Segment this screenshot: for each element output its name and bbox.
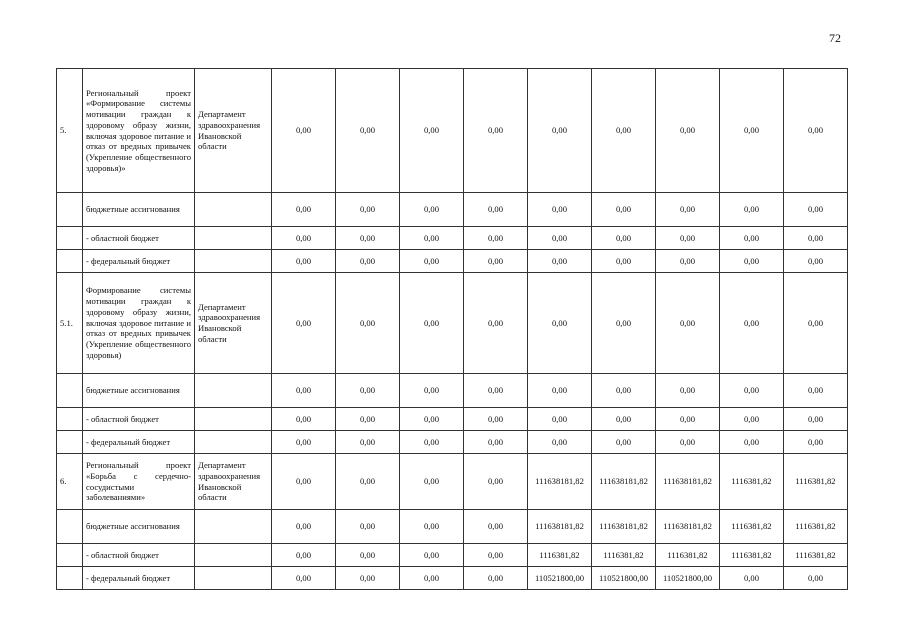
amount-cell: 0,00: [336, 227, 400, 250]
item-name-cell: - федеральный бюджет: [83, 567, 195, 590]
amount-cell: 0,00: [528, 431, 592, 454]
amount-cell: 0,00: [272, 431, 336, 454]
amount-cell: 1116381,82: [784, 510, 848, 544]
table-row: [57, 193, 848, 227]
amount-cell: 0,00: [400, 510, 464, 544]
executor-cell: [195, 431, 272, 454]
executor-cell: Департамент здравоохранения Ивановской области: [195, 273, 272, 374]
amount-cell: 0,00: [400, 454, 464, 510]
amount-cell: 111638181,82: [528, 454, 592, 510]
row-number-cell: [57, 374, 83, 408]
executor-cell: [195, 510, 272, 544]
amount-cell: 0,00: [272, 69, 336, 193]
amount-cell: 0,00: [592, 227, 656, 250]
amount-cell: 0,00: [784, 193, 848, 227]
executor-cell: [195, 227, 272, 250]
amount-cell: 0,00: [784, 227, 848, 250]
amount-cell: 0,00: [400, 408, 464, 431]
table-row: [57, 69, 848, 193]
amount-cell: 0,00: [592, 250, 656, 273]
amount-cell: 110521800,00: [656, 567, 720, 590]
amount-cell: 1116381,82: [720, 544, 784, 567]
amount-cell: 0,00: [400, 250, 464, 273]
budget-table: [56, 68, 848, 590]
amount-cell: 0,00: [336, 69, 400, 193]
amount-cell: 0,00: [400, 227, 464, 250]
executor-cell: [195, 374, 272, 408]
executor-cell: [195, 408, 272, 431]
amount-cell: 0,00: [592, 193, 656, 227]
row-number-cell: [57, 544, 83, 567]
amount-cell: 0,00: [720, 567, 784, 590]
table-row: [57, 544, 848, 567]
amount-cell: 0,00: [784, 567, 848, 590]
amount-cell: 0,00: [656, 227, 720, 250]
amount-cell: 0,00: [528, 193, 592, 227]
amount-cell: 0,00: [464, 454, 528, 510]
amount-cell: 0,00: [336, 544, 400, 567]
amount-cell: 0,00: [528, 250, 592, 273]
amount-cell: 0,00: [464, 408, 528, 431]
table-row: [57, 227, 848, 250]
row-number-cell: [57, 408, 83, 431]
amount-cell: 0,00: [400, 544, 464, 567]
amount-cell: 0,00: [720, 193, 784, 227]
amount-cell: 0,00: [400, 431, 464, 454]
table-row: [57, 374, 848, 408]
amount-cell: 0,00: [272, 193, 336, 227]
item-name-cell: бюджетные ассигнования: [83, 510, 195, 544]
row-number-cell: [57, 510, 83, 544]
amount-cell: 111638181,82: [656, 510, 720, 544]
amount-cell: 0,00: [272, 454, 336, 510]
amount-cell: 0,00: [336, 510, 400, 544]
amount-cell: 0,00: [720, 273, 784, 374]
amount-cell: 0,00: [336, 193, 400, 227]
row-number-cell: 6.: [57, 454, 83, 510]
executor-cell: [195, 567, 272, 590]
amount-cell: 0,00: [336, 431, 400, 454]
amount-cell: 0,00: [400, 193, 464, 227]
amount-cell: 0,00: [336, 454, 400, 510]
amount-cell: 0,00: [272, 510, 336, 544]
row-number-cell: 5.: [57, 69, 83, 193]
item-name-cell: - областной бюджет: [83, 408, 195, 431]
executor-cell: [195, 544, 272, 567]
amount-cell: 0,00: [336, 273, 400, 374]
amount-cell: 0,00: [336, 374, 400, 408]
amount-cell: 0,00: [528, 227, 592, 250]
amount-cell: 0,00: [528, 69, 592, 193]
amount-cell: 111638181,82: [592, 454, 656, 510]
amount-cell: 1116381,82: [784, 454, 848, 510]
amount-cell: 0,00: [592, 273, 656, 374]
amount-cell: 0,00: [272, 227, 336, 250]
amount-cell: 0,00: [592, 69, 656, 193]
amount-cell: 0,00: [720, 227, 784, 250]
amount-cell: 0,00: [528, 374, 592, 408]
executor-cell: Департамент здравоохранения Ивановской области: [195, 69, 272, 193]
amount-cell: 0,00: [336, 250, 400, 273]
amount-cell: 110521800,00: [528, 567, 592, 590]
amount-cell: 1116381,82: [592, 544, 656, 567]
item-name-cell: Региональный проект «Борьба с сердечно-сосудистыми заболеваниями»: [83, 454, 195, 510]
amount-cell: 0,00: [720, 250, 784, 273]
amount-cell: 0,00: [464, 374, 528, 408]
amount-cell: 0,00: [656, 250, 720, 273]
amount-cell: 0,00: [528, 273, 592, 374]
amount-cell: 1116381,82: [784, 544, 848, 567]
amount-cell: 1116381,82: [528, 544, 592, 567]
amount-cell: 0,00: [272, 250, 336, 273]
amount-cell: 1116381,82: [720, 454, 784, 510]
amount-cell: 0,00: [272, 374, 336, 408]
table-row: [57, 431, 848, 454]
amount-cell: 0,00: [720, 408, 784, 431]
executor-cell: Департамент здравоохранения Ивановской области: [195, 454, 272, 510]
amount-cell: 1116381,82: [656, 544, 720, 567]
amount-cell: 0,00: [656, 374, 720, 408]
amount-cell: 0,00: [464, 544, 528, 567]
row-number-cell: [57, 567, 83, 590]
amount-cell: 0,00: [784, 431, 848, 454]
table-row: [57, 454, 848, 510]
page-number: 72: [829, 31, 841, 45]
amount-cell: 0,00: [400, 374, 464, 408]
item-name-cell: - федеральный бюджет: [83, 431, 195, 454]
amount-cell: 0,00: [528, 408, 592, 431]
amount-cell: 0,00: [464, 431, 528, 454]
item-name-cell: бюджетные ассигнования: [83, 374, 195, 408]
row-number-cell: [57, 431, 83, 454]
table-row: [57, 250, 848, 273]
table-row: [57, 408, 848, 431]
item-name-cell: - областной бюджет: [83, 227, 195, 250]
amount-cell: 0,00: [272, 567, 336, 590]
amount-cell: 0,00: [656, 193, 720, 227]
executor-cell: [195, 250, 272, 273]
amount-cell: 0,00: [784, 374, 848, 408]
row-number-cell: 5.1.: [57, 273, 83, 374]
amount-cell: 0,00: [592, 431, 656, 454]
amount-cell: 0,00: [272, 273, 336, 374]
table-row: [57, 567, 848, 590]
amount-cell: 0,00: [400, 69, 464, 193]
amount-cell: 0,00: [720, 69, 784, 193]
amount-cell: 1116381,82: [720, 510, 784, 544]
item-name-cell: бюджетные ассигнования: [83, 193, 195, 227]
table-row: [57, 273, 848, 374]
amount-cell: 111638181,82: [592, 510, 656, 544]
row-number-cell: [57, 250, 83, 273]
item-name-cell: - федеральный бюджет: [83, 250, 195, 273]
amount-cell: 111638181,82: [656, 454, 720, 510]
amount-cell: 0,00: [464, 273, 528, 374]
amount-cell: 0,00: [336, 567, 400, 590]
amount-cell: 110521800,00: [592, 567, 656, 590]
amount-cell: 0,00: [336, 408, 400, 431]
amount-cell: 0,00: [784, 408, 848, 431]
item-name-cell: - областной бюджет: [83, 544, 195, 567]
amount-cell: 0,00: [656, 69, 720, 193]
amount-cell: 0,00: [656, 431, 720, 454]
amount-cell: 0,00: [592, 408, 656, 431]
amount-cell: 0,00: [464, 69, 528, 193]
amount-cell: 0,00: [784, 250, 848, 273]
row-number-cell: [57, 193, 83, 227]
amount-cell: 0,00: [400, 273, 464, 374]
executor-cell: [195, 193, 272, 227]
item-name-cell: Формирование системы мотивации граждан к здоровому образу жизни, включая здоровое питание и отказ от вредных привычек (Укрепление общественного здоровья): [83, 273, 195, 374]
amount-cell: 0,00: [656, 408, 720, 431]
amount-cell: 0,00: [464, 250, 528, 273]
amount-cell: 0,00: [720, 431, 784, 454]
amount-cell: 0,00: [464, 227, 528, 250]
table-row: [57, 510, 848, 544]
amount-cell: 0,00: [464, 193, 528, 227]
amount-cell: 0,00: [464, 567, 528, 590]
amount-cell: 0,00: [272, 408, 336, 431]
amount-cell: 0,00: [784, 273, 848, 374]
row-number-cell: [57, 227, 83, 250]
amount-cell: 0,00: [272, 544, 336, 567]
amount-cell: 0,00: [400, 567, 464, 590]
amount-cell: 0,00: [464, 510, 528, 544]
amount-cell: 0,00: [784, 69, 848, 193]
item-name-cell: Региональный проект «Формирование системы мотивации граждан к здоровому образу жизни, включая здоровое питание и отказ от вредных привычек (Укрепление общественного здоровья)»: [83, 69, 195, 193]
amount-cell: 0,00: [592, 374, 656, 408]
amount-cell: 0,00: [656, 273, 720, 374]
table-body: [57, 69, 848, 590]
amount-cell: 111638181,82: [528, 510, 592, 544]
amount-cell: 0,00: [720, 374, 784, 408]
